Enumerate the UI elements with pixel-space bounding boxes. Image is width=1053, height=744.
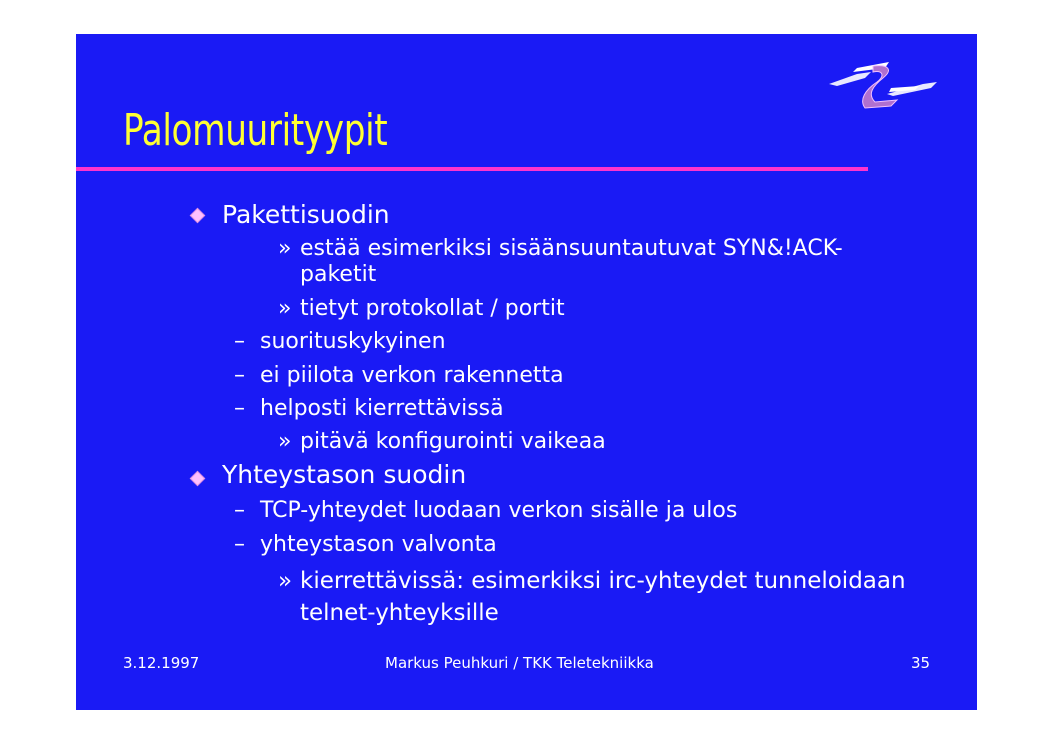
tkk-logo-icon xyxy=(827,58,939,112)
title-divider xyxy=(76,167,868,171)
list-item-level3: tietyt protokollat / portit xyxy=(300,296,565,321)
slide-title: Palomuurityypit xyxy=(123,105,388,156)
sub-bullet-marker: » xyxy=(278,429,292,454)
list-item-level1: Yhteystason suodin xyxy=(222,460,467,489)
list-item-level2: ei piilota verkon rakennetta xyxy=(260,363,564,388)
list-item-level3-continuation: telnet-yhteyksille xyxy=(300,600,499,626)
list-item-level2: TCP-yhteydet luodaan verkon sisälle ja ulos xyxy=(260,498,738,523)
sub-bullet-marker: » xyxy=(278,296,292,321)
list-item-level3: kierrettävissä: esimerkiksi irc-yhteydet tunneloidaan xyxy=(300,568,906,594)
list-item-level2: helposti kierrettävissä xyxy=(260,396,504,421)
dash-marker: – xyxy=(234,532,245,557)
footer-page-number: 35 xyxy=(911,654,931,672)
list-item-level3: estää esimerkiksi sisäänsuuntautuvat SYN&!ACK- xyxy=(300,236,843,261)
list-item-level2: yhteystason valvonta xyxy=(260,532,497,557)
footer-author: Markus Peuhkuri / TKK Teletekniikka xyxy=(385,654,654,672)
list-item-level2: suorituskykyinen xyxy=(260,329,446,354)
dash-marker: – xyxy=(234,329,245,354)
dash-marker: – xyxy=(234,498,245,523)
footer-date: 3.12.1997 xyxy=(123,654,200,672)
sub-bullet-marker: » xyxy=(278,568,293,594)
dash-marker: – xyxy=(234,396,245,421)
list-item-level1: Pakettisuodin xyxy=(222,200,390,229)
sub-bullet-marker: » xyxy=(278,236,292,261)
list-item-level3-continuation: paketit xyxy=(300,262,377,287)
dash-marker: – xyxy=(234,363,245,388)
list-item-level3: pitävä konfigurointi vaikeaa xyxy=(300,429,606,454)
